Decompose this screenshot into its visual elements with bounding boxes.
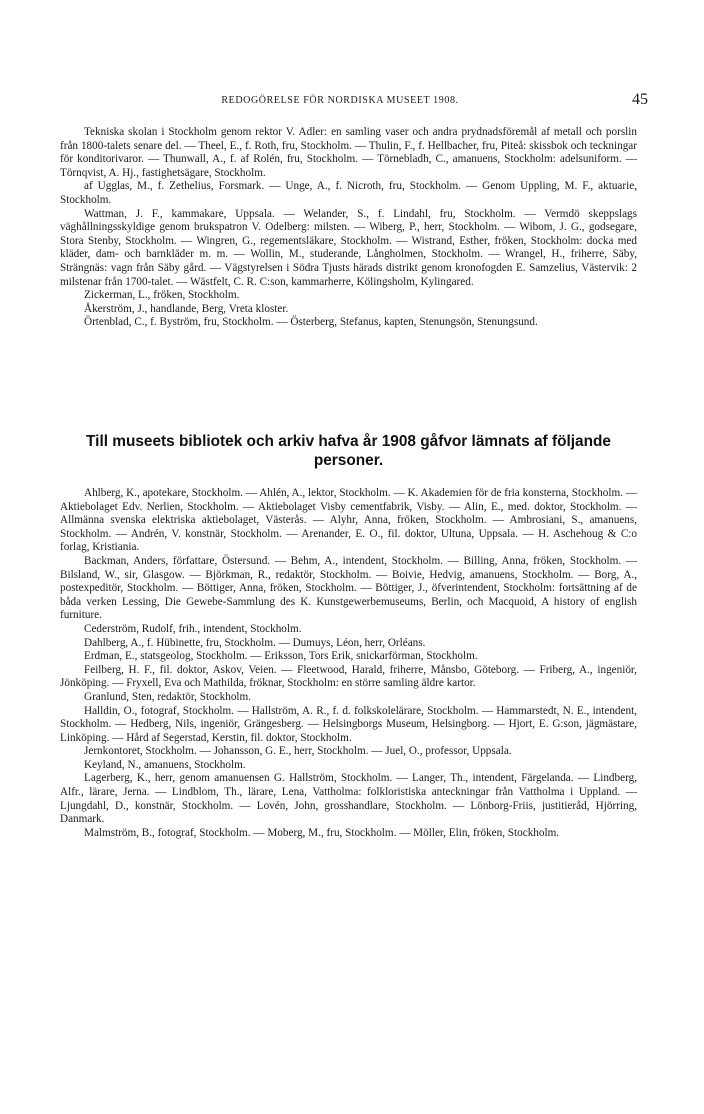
library-donor-list xyxy=(60,487,637,840)
donor-list-continued xyxy=(60,126,637,330)
page-number: 45 xyxy=(632,91,648,108)
header-title: REDOGÖRELSE FÖR NORDISKA MUSEET 1908. xyxy=(221,95,459,106)
paragraph: Wattman, J. F., kammakare, Uppsala. — Welander, S., f. Lindahl, fru, Stockholm. — Vermdö skeppslags väghållningsskyldige genom brukspatron V. Odelberg: milsten. — Wiberg, P., herr, Stockholm. — Wibom, J. G., godsegare, Stora Stenby, Stockholm. — Wingren, G., regementsläkare, Stockholm. — Wistrand, Esther, fröken, Stockholm: docka med kläder, dam- och barnkläder m. m. — Wollin, M., studerande, Långholmen, Stockholm. — Wrangel, H., friherre, Säby, Strängnäs: vagn från Säby gård. — Vägstyrelsen i Södra Tjusts härads distrikt genom kronofogden E. Samzelius, Västervik: 2 milstenar från 1700-talet. — Wästfelt, C. R. C:son, kammarherre, Kölingsholm, Kylingared. xyxy=(60,207,637,288)
paragraph: Feilberg, H. F., fil. doktor, Askov, Veien. — Fleetwood, Harald, friherre, Månsbo, Göteborg. — Friberg, A., ingeniör, Jönköping. — Fryxell, Eva och Mathilda, fröknar, Stockholm: en större samling äldre kartor. xyxy=(60,663,637,690)
paragraph: Erdman, E., statsgeolog, Stockholm. — Eriksson, Tors Erik, snickarförman, Stockholm. xyxy=(84,650,478,663)
paragraph: Dahlberg, A., f. Hübinette, fru, Stockholm. — Dumuys, Léon, herr, Orléans. xyxy=(84,636,426,649)
paragraph: af Ugglas, M., f. Zethelius, Forsmark. — Unge, A., f. Nicroth, fru, Stockholm. — Genom Uppling, M. F., aktuarie, Stockholm. xyxy=(60,180,637,206)
paragraph: Cederström, Rudolf, frih., intendent, Stockholm. xyxy=(84,622,302,635)
running-header xyxy=(60,91,648,111)
paragraph: Halldin, O., fotograf, Stockholm. — Hallström, A. R., f. d. folkskolelärare, Stockholm. — Hammarstedt, N. E., intendent, Stockholm. — Hedberg, Nils, ingeniör, Grängesberg. — Helsingborgs Museum, Helsingborg. — Hjort, E. G:son, jägmästare, Linköping. — Hård af Segerstad, Kerstin, fil. doktor, Stockholm. xyxy=(60,704,637,744)
paragraph: Åkerström, J., handlande, Berg, Vreta kloster. xyxy=(84,302,289,315)
paragraph: Zickerman, L., fröken, Stockholm. xyxy=(84,289,240,302)
paragraph: Backman, Anders, författare, Östersund. — Behm, A., intendent, Stockholm. — Billing, Anna, fröken, Stockholm. — Bilsland, W., sir, Glasgow. — Björkman, R., redaktör, Stockholm. — Boivie, Hedvig, amanuens, Stockholm. — Borg, A., postexpeditör, Stockholm. — Böttiger, Anna, fröken, Stockholm. — Böttiger, J., öfverintendent, Stockholm: fortsättning af de båda verken Lessing, Die Gewebe-Sammlung des K. Kunstgewerbemuseums, Berlin, och Macquoid, A history of english furniture. xyxy=(60,554,637,622)
paragraph: Ahlberg, K., apotekare, Stockholm. — Ahlén, A., lektor, Stockholm. — K. Akademien för de fria konsterna, Stockholm. — Aktiebolaget Edv. Nerlien, Stockholm. — Aktiebolaget Visby cementfabrik, Visby. — Alin, E., med. doktor, Stockholm. — Allmänna svenska elektriska aktiebolaget, Västerås. — Alyhr, Anna, fröken, Stockholm. — Ambrosiani, S., amanuens, Stockholm. — Andrén, V. konstnär, Stockholm. — Arenander, E. O., fil. doktor, Ultuna, Uppsala. — H. Aschehoug & C:o forlag, Kristiania. xyxy=(60,487,637,554)
paragraph: Malmström, B., fotograf, Stockholm. — Moberg, M., fru, Stockholm. — Möller, Elin, fröken, Stockholm. xyxy=(84,826,560,839)
paragraph: Örtenblad, C., f. Byström, fru, Stockholm. — Österberg, Stefanus, kapten, Stenungsön, Stenungsund. xyxy=(84,316,538,329)
paragraph: Keyland, N., amanuens, Stockholm. xyxy=(84,758,246,771)
paragraph: Granlund, Sten, redaktör, Stockholm. xyxy=(84,690,252,703)
paragraph: Jernkontoret, Stockholm. — Johansson, G. E., herr, Stockholm. — Juel, O., professor, Uppsala. xyxy=(84,745,512,758)
section-heading: Till museets bibliotek och arkiv hafva år 1908 gåfvor lämnats af följande personer. xyxy=(86,433,611,469)
paragraph: Tekniska skolan i Stockholm genom rektor V. Adler: en samling vaser och andra prydnadsföremål af metall och porslin från 1800-talets senare del. — Theel, E., f. Roth, fru, Stockholm. — Thulin, F., f. Hellbacher, fru, Piteå: skissbok och teckningar för konditorivaror. — Thunwall, A., f. af Rolén, fru, Stockholm. — Törnebladh, C., amanuens, Stockholm: adelsuniform. — Törnqvist, A. Hj., fastighetsägare, Stockholm. xyxy=(60,126,637,179)
paragraph: Lagerberg, K., herr, genom amanuensen G. Hallström, Stockholm. — Langer, Th., intendent, Färgelanda. — Lindberg, Alfr., lärare, Jerna. — Lindblom, Th., lärare, Lena, Vattholma: folkloristiska anteckningar från Vattholma i Uppland. — Ljungdahl, D., konstnär, Stockholm. — Lovén, John, grosshandlare, Stockholm. — Lönborg-Friis, justitieråd, Hjörring, Danmark. xyxy=(60,772,637,826)
